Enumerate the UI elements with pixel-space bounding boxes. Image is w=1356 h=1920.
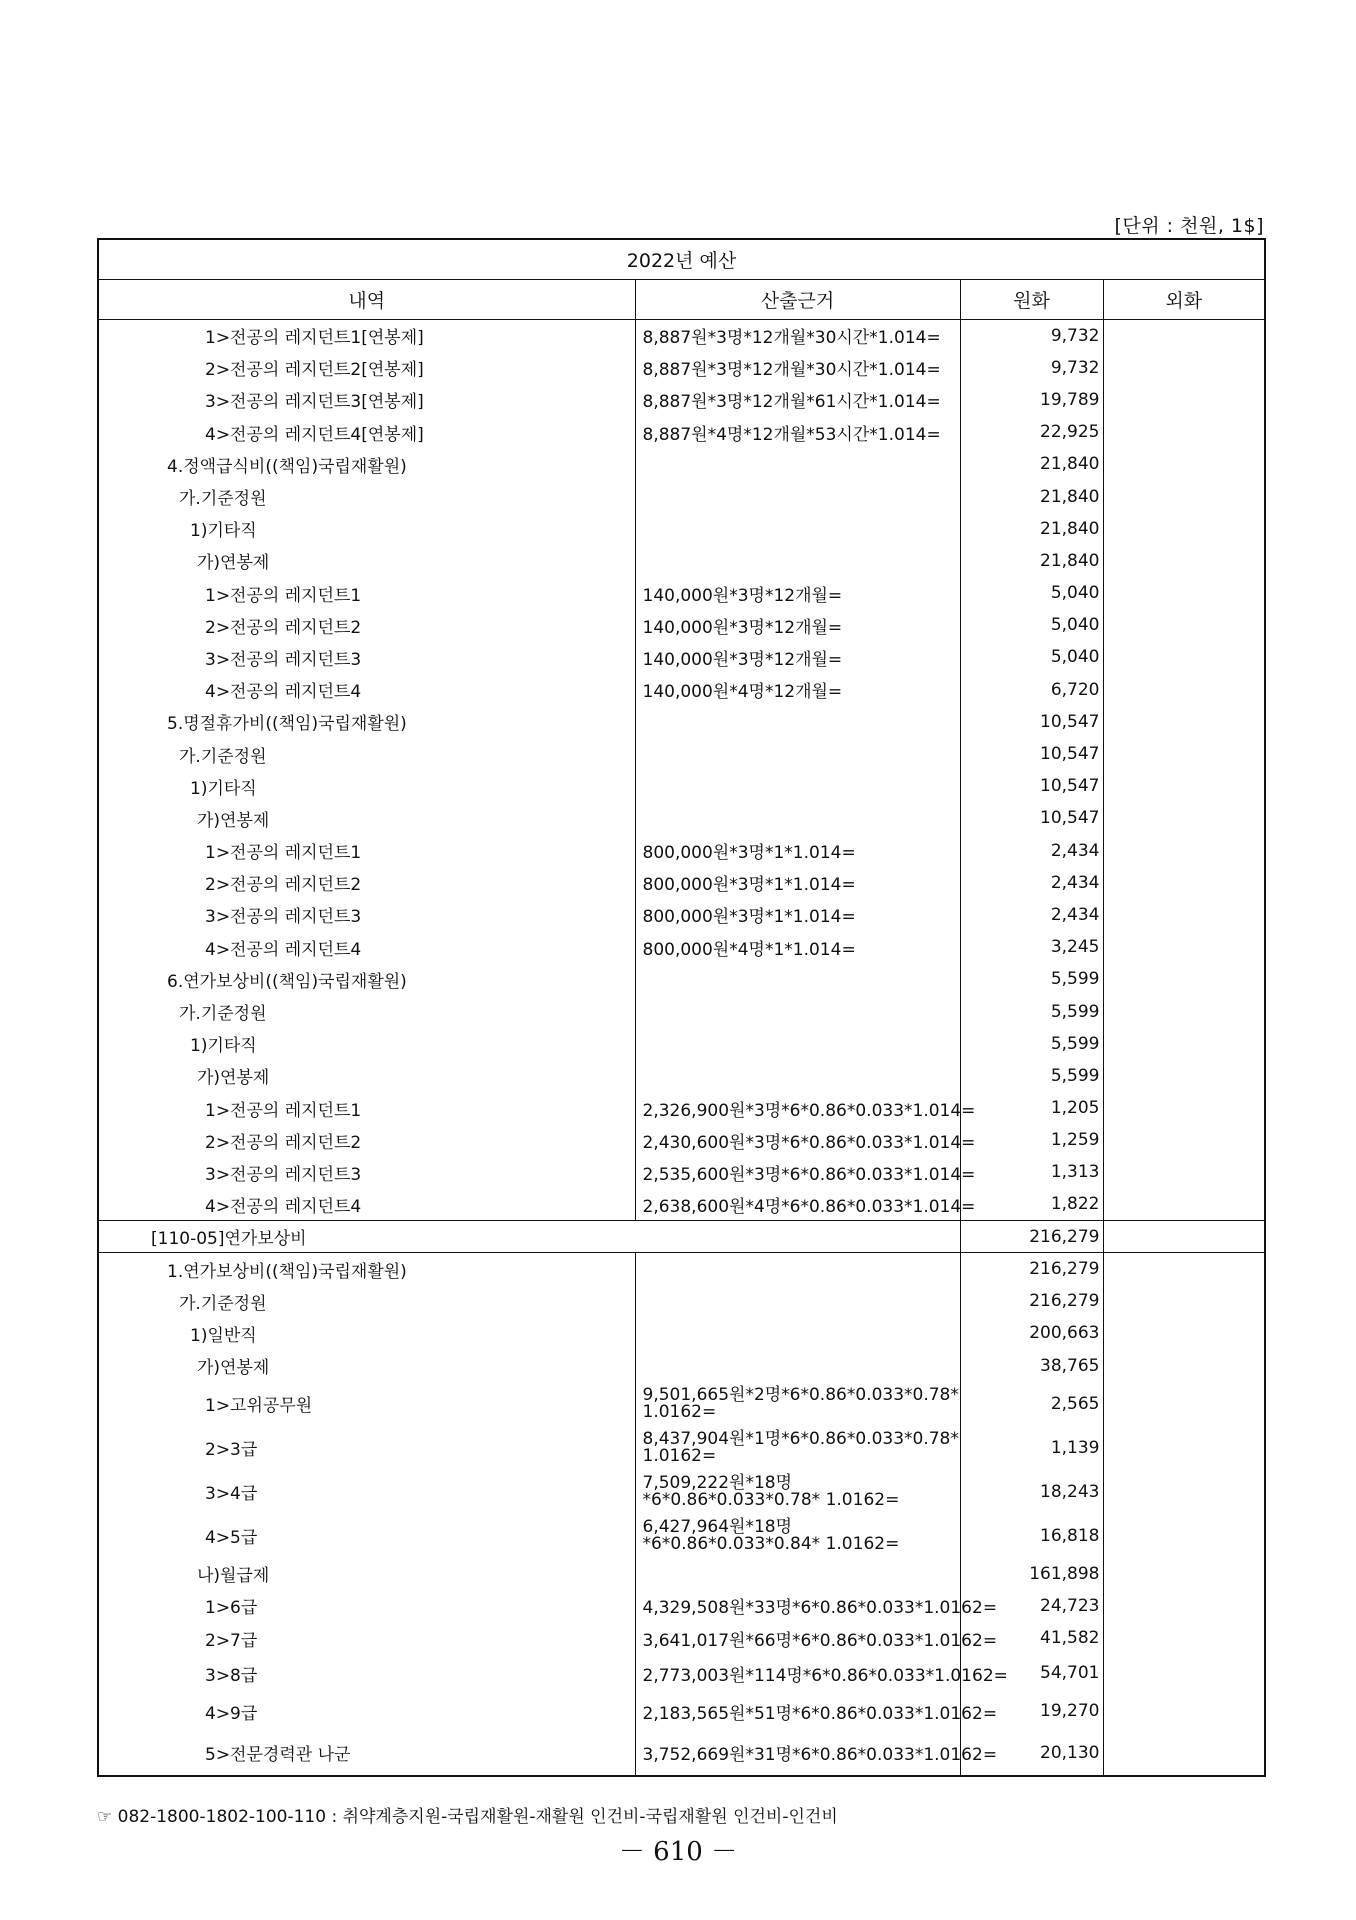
row-foreign	[1103, 802, 1265, 834]
table-row	[98, 899, 1265, 931]
row-basis: 3,752,669원*31명*6*0.86*0.033*1.0162=	[635, 1730, 960, 1776]
row-won: 16,818	[960, 1514, 1103, 1558]
table-row	[98, 995, 1265, 1027]
row-basis: 800,000원*3명*1*1.014=	[635, 835, 960, 867]
row-description: 가)연봉제	[197, 1068, 270, 1089]
row-description: 3>전공의 레지던트3[연봉제]	[205, 392, 424, 413]
table-row	[98, 1285, 1265, 1317]
row-won: 2,434	[960, 899, 1103, 931]
table-row	[98, 1092, 1265, 1124]
row-basis: 2,773,003원*114명*6*0.86*0.033*1.0162=	[635, 1654, 960, 1692]
row-description: 5.명절휴가비((책임)국립재활원)	[167, 714, 407, 735]
row-won: 2,565	[960, 1382, 1103, 1426]
row-won: 38,765	[960, 1350, 1103, 1382]
row-description: 3>4급	[205, 1484, 258, 1505]
row-description: 1>전공의 레지던트1	[205, 1100, 362, 1121]
row-won: 21,840	[960, 513, 1103, 545]
row-description: 가.기준정원	[179, 1004, 267, 1025]
row-basis: 2,638,600원*4명*6*0.86*0.033*1.014=	[635, 1189, 960, 1221]
table-row	[98, 609, 1265, 641]
budget-table	[97, 238, 1266, 1777]
row-basis	[635, 513, 960, 545]
row-description: 4>전공의 레지던트4	[205, 1196, 362, 1217]
row-won: 216,279	[960, 1285, 1103, 1317]
row-description: 1)기타직	[190, 1036, 257, 1057]
row-foreign	[1103, 480, 1265, 512]
row-foreign	[1103, 609, 1265, 641]
row-basis: 140,000원*3명*12개월=	[635, 577, 960, 609]
row-foreign	[1103, 1124, 1265, 1156]
table-row	[98, 931, 1265, 963]
row-foreign	[1103, 416, 1265, 448]
table-row	[98, 1060, 1265, 1092]
row-basis: 8,887원*3명*12개월*61시간*1.014=	[635, 384, 960, 416]
row-foreign	[1103, 545, 1265, 577]
row-basis: 2,326,900원*3명*6*0.86*0.033*1.014=	[635, 1092, 960, 1124]
table-row	[98, 1590, 1265, 1622]
row-won: 2,434	[960, 867, 1103, 899]
row-won: 216,279	[960, 1221, 1103, 1253]
table-title-row	[98, 239, 1265, 280]
page-number: － 610 －	[618, 1837, 738, 1867]
row-description: 4>전공의 레지던트4	[205, 682, 362, 703]
row-description: 2>전공의 레지던트2[연봉제]	[205, 360, 424, 381]
table-title: 2022년 예산	[98, 239, 1265, 280]
row-basis: 2,535,600원*3명*6*0.86*0.033*1.014=	[635, 1156, 960, 1188]
row-description: 3>8급	[205, 1665, 258, 1686]
row-description: 4>5급	[205, 1528, 258, 1549]
row-description: 가)연봉제	[197, 553, 270, 574]
row-basis	[635, 738, 960, 770]
row-basis	[635, 448, 960, 480]
table-row	[98, 1730, 1265, 1776]
row-won: 1,313	[960, 1156, 1103, 1188]
table-row	[98, 867, 1265, 899]
row-foreign	[1103, 1156, 1265, 1188]
row-foreign	[1103, 1092, 1265, 1124]
row-basis	[635, 963, 960, 995]
row-basis: 4,329,508원*33명*6*0.86*0.033*1.0162=	[635, 1590, 960, 1622]
row-won: 9,732	[960, 352, 1103, 384]
table-row	[98, 1692, 1265, 1730]
row-won: 19,270	[960, 1692, 1103, 1730]
row-won: 21,840	[960, 448, 1103, 480]
table-body	[98, 320, 1265, 1777]
row-won: 5,040	[960, 609, 1103, 641]
row-won: 5,040	[960, 577, 1103, 609]
row-won: 1,139	[960, 1426, 1103, 1470]
row-description: 2>3급	[205, 1440, 258, 1461]
row-basis: 6,427,964원*18명*6*0.86*0.033*0.84* 1.0162=	[635, 1514, 960, 1558]
table-row	[98, 706, 1265, 738]
row-won: 2,434	[960, 835, 1103, 867]
row-basis	[635, 1285, 960, 1317]
row-won: 1,205	[960, 1092, 1103, 1124]
row-basis	[635, 1060, 960, 1092]
row-description: 5>전문경력관 나군	[205, 1745, 351, 1766]
table-row	[98, 1350, 1265, 1382]
row-basis: 7,509,222원*18명*6*0.86*0.033*0.78* 1.0162=	[635, 1470, 960, 1514]
row-foreign	[1103, 995, 1265, 1027]
row-basis: 140,000원*4명*12개월=	[635, 674, 960, 706]
row-foreign	[1103, 1189, 1265, 1221]
table-row	[98, 1654, 1265, 1692]
row-won: 1,822	[960, 1189, 1103, 1221]
row-description: 1>고위공무원	[205, 1396, 313, 1417]
row-basis: 8,887원*4명*12개월*53시간*1.014=	[635, 416, 960, 448]
row-basis	[635, 770, 960, 802]
row-foreign	[1103, 384, 1265, 416]
row-basis: 8,887원*3명*12개월*30시간*1.014=	[635, 352, 960, 384]
row-won: 200,663	[960, 1317, 1103, 1349]
table-row	[98, 1124, 1265, 1156]
row-foreign	[1103, 1558, 1265, 1590]
row-foreign	[1103, 706, 1265, 738]
row-won: 5,599	[960, 995, 1103, 1027]
row-won: 3,245	[960, 931, 1103, 963]
row-description: 2>전공의 레지던트2	[205, 1132, 362, 1153]
row-foreign	[1103, 1470, 1265, 1514]
row-foreign	[1103, 448, 1265, 480]
row-foreign	[1103, 1285, 1265, 1317]
row-description: 1>전공의 레지던트1	[205, 585, 362, 606]
row-description: 가.기준정원	[179, 1293, 267, 1314]
row-foreign	[1103, 1253, 1265, 1285]
table-row	[98, 513, 1265, 545]
row-won: 54,701	[960, 1654, 1103, 1692]
row-foreign	[1103, 1730, 1265, 1776]
table-row	[98, 320, 1265, 352]
table-row	[98, 835, 1265, 867]
column-header-basis: 산출근거	[635, 280, 960, 320]
row-won: 22,925	[960, 416, 1103, 448]
row-won: 21,840	[960, 545, 1103, 577]
row-basis: 800,000원*3명*1*1.014=	[635, 899, 960, 931]
row-description: 1)기타직	[190, 521, 257, 542]
row-basis	[635, 480, 960, 512]
table-row	[98, 1028, 1265, 1060]
row-won: 10,547	[960, 770, 1103, 802]
table-row	[98, 577, 1265, 609]
table-row	[98, 1426, 1265, 1470]
row-basis	[635, 1317, 960, 1349]
row-basis: 8,437,904원*1명*6*0.86*0.033*0.78* 1.0162=	[635, 1426, 960, 1470]
row-basis	[635, 802, 960, 834]
row-basis: 800,000원*3명*1*1.014=	[635, 867, 960, 899]
row-foreign	[1103, 931, 1265, 963]
row-description: 3>전공의 레지던트3	[205, 907, 362, 928]
row-foreign	[1103, 770, 1265, 802]
row-description: 가)연봉제	[197, 1358, 270, 1379]
row-basis	[635, 1253, 960, 1285]
row-description: [110-05]연가보상비	[98, 1221, 960, 1253]
table-row	[98, 384, 1265, 416]
row-won: 161,898	[960, 1558, 1103, 1590]
row-foreign	[1103, 320, 1265, 352]
row-won: 216,279	[960, 1253, 1103, 1285]
table-row	[98, 480, 1265, 512]
row-foreign	[1103, 1622, 1265, 1654]
footnote: ☞ 082-1800-1802-100-110 : 취약계층지원-국립재활원-재활원 인건비-국립재활원 인건비-인건비	[97, 1807, 838, 1827]
row-description: 가.기준정원	[179, 489, 267, 510]
table-row	[98, 1622, 1265, 1654]
row-foreign	[1103, 1060, 1265, 1092]
table-row	[98, 416, 1265, 448]
row-basis: 140,000원*3명*12개월=	[635, 641, 960, 673]
table-row	[98, 641, 1265, 673]
table-row	[98, 448, 1265, 480]
table-row	[98, 1156, 1265, 1188]
row-won: 10,547	[960, 802, 1103, 834]
row-foreign	[1103, 963, 1265, 995]
column-header-foreign: 외화	[1103, 280, 1265, 320]
row-basis: 140,000원*3명*12개월=	[635, 609, 960, 641]
row-foreign	[1103, 1426, 1265, 1470]
row-foreign	[1103, 1382, 1265, 1426]
row-foreign	[1103, 1350, 1265, 1382]
table-row	[98, 1382, 1265, 1426]
row-basis	[635, 706, 960, 738]
row-basis: 800,000원*4명*1*1.014=	[635, 931, 960, 963]
row-basis	[635, 1350, 960, 1382]
row-won: 24,723	[960, 1590, 1103, 1622]
row-won: 6,720	[960, 674, 1103, 706]
row-description: 4>9급	[205, 1703, 258, 1724]
table-row	[98, 738, 1265, 770]
row-won: 41,582	[960, 1622, 1103, 1654]
row-basis	[635, 1028, 960, 1060]
row-description: 3>전공의 레지던트3	[205, 649, 362, 670]
row-foreign	[1103, 1317, 1265, 1349]
table-row	[98, 1514, 1265, 1558]
row-foreign	[1103, 352, 1265, 384]
row-won: 20,130	[960, 1730, 1103, 1776]
table-row	[98, 1253, 1265, 1285]
table-row	[98, 1221, 1265, 1253]
table-row	[98, 1317, 1265, 1349]
row-description: 1.연가보상비((책임)국립재활원)	[98, 1253, 635, 1285]
table-row	[98, 963, 1265, 995]
row-basis: 2,430,600원*3명*6*0.86*0.033*1.014=	[635, 1124, 960, 1156]
row-description: 1>6급	[205, 1598, 258, 1619]
row-description: 4>전공의 레지던트4[연봉제]	[205, 424, 424, 445]
row-won: 18,243	[960, 1470, 1103, 1514]
row-description: 나)월급제	[197, 1566, 270, 1587]
row-won: 9,732	[960, 320, 1103, 352]
row-won: 5,599	[960, 963, 1103, 995]
row-basis	[635, 995, 960, 1027]
table-row	[98, 1470, 1265, 1514]
table-row	[98, 545, 1265, 577]
row-foreign	[1103, 1028, 1265, 1060]
table-row	[98, 802, 1265, 834]
row-foreign	[1103, 899, 1265, 931]
row-description: 2>전공의 레지던트2	[205, 617, 362, 638]
row-description: 2>7급	[205, 1630, 258, 1651]
row-foreign	[1103, 1654, 1265, 1692]
row-description: 6.연가보상비((책임)국립재활원)	[167, 971, 407, 992]
table-row	[98, 352, 1265, 384]
row-description: 4.정액급식비((책임)국립재활원)	[167, 456, 407, 477]
row-foreign	[1103, 1514, 1265, 1558]
table-row	[98, 674, 1265, 706]
table-row	[98, 1189, 1265, 1221]
row-foreign	[1103, 674, 1265, 706]
row-description: 가)연봉제	[197, 810, 270, 831]
row-description: 3>전공의 레지던트3	[205, 1164, 362, 1185]
row-won: 5,040	[960, 641, 1103, 673]
row-foreign	[1103, 835, 1265, 867]
row-foreign	[1103, 577, 1265, 609]
row-description: 1)일반직	[190, 1325, 257, 1346]
row-foreign	[1103, 1590, 1265, 1622]
row-won: 21,840	[960, 480, 1103, 512]
row-description: 가.기준정원	[179, 746, 267, 767]
row-basis: 3,641,017원*66명*6*0.86*0.033*1.0162=	[635, 1622, 960, 1654]
row-foreign	[1103, 641, 1265, 673]
row-foreign	[1103, 1692, 1265, 1730]
row-won: 10,547	[960, 706, 1103, 738]
row-description: 1>전공의 레지던트1[연봉제]	[205, 328, 424, 349]
table-row	[98, 1558, 1265, 1590]
column-header-description: 내역	[98, 280, 635, 320]
table-header-row	[98, 280, 1265, 320]
unit-note: [단위 : 천원, 1$]	[1114, 215, 1264, 237]
row-description: 4>전공의 레지던트4	[205, 939, 362, 960]
row-basis: 8,887원*3명*12개월*30시간*1.014=	[635, 320, 960, 352]
row-foreign	[1103, 738, 1265, 770]
row-description: 1>전공의 레지던트1	[205, 843, 362, 864]
row-basis	[635, 545, 960, 577]
row-basis: 9,501,665원*2명*6*0.86*0.033*0.78* 1.0162=	[635, 1382, 960, 1426]
row-won: 1,259	[960, 1124, 1103, 1156]
row-foreign	[1103, 1221, 1265, 1253]
row-foreign	[1103, 867, 1265, 899]
row-foreign	[1103, 513, 1265, 545]
row-won: 5,599	[960, 1060, 1103, 1092]
row-basis	[635, 1558, 960, 1590]
column-header-won: 원화	[960, 280, 1103, 320]
row-won: 5,599	[960, 1028, 1103, 1060]
table-row	[98, 770, 1265, 802]
row-won: 19,789	[960, 384, 1103, 416]
row-description: 1)기타직	[190, 778, 257, 799]
row-basis: 2,183,565원*51명*6*0.86*0.033*1.0162=	[635, 1692, 960, 1730]
row-description: 2>전공의 레지던트2	[205, 875, 362, 896]
row-won: 10,547	[960, 738, 1103, 770]
